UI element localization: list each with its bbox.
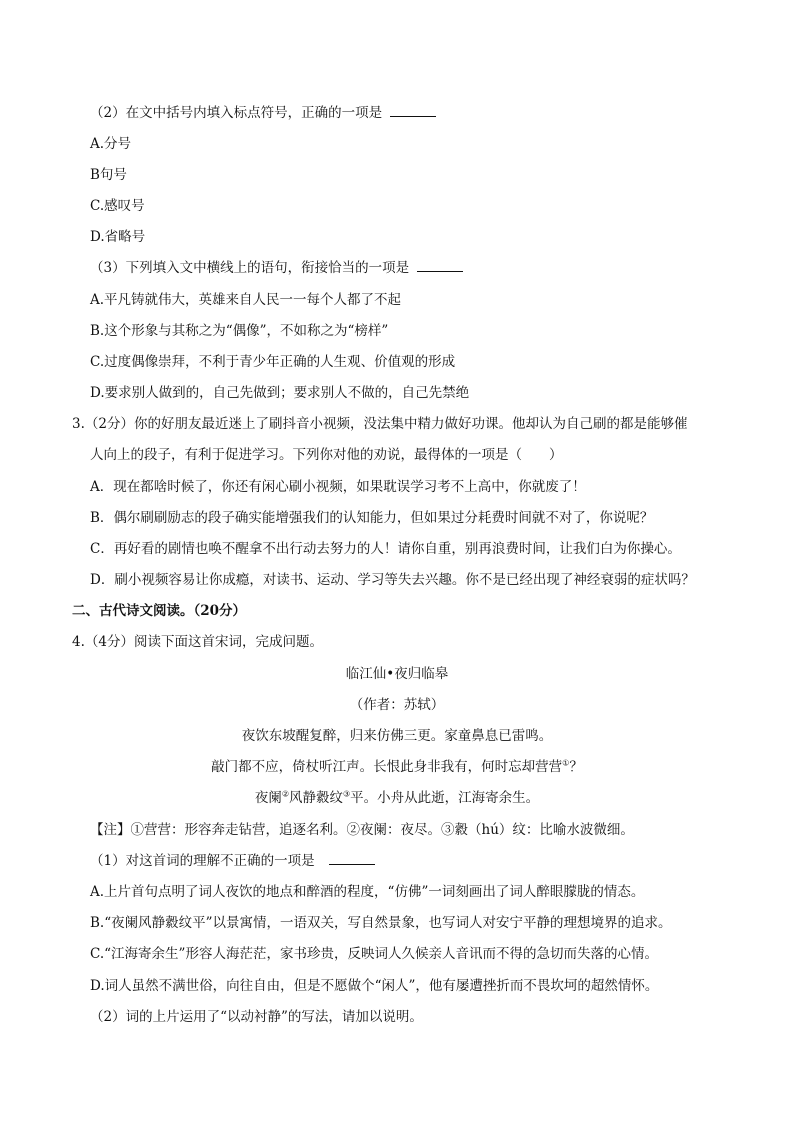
footnote-mark: ②: [281, 789, 289, 799]
option-c: C.“江海寄余生”形容人海茫茫，家书珍贵，反映词人久候亲人音讯而不得的急切而失落的心情。: [90, 946, 658, 962]
question-4-1-prompt: [90, 851, 375, 871]
question-4-intro: 4.（4分）阅读下面这首宋词，完成问题。: [72, 634, 323, 650]
poem-title: 临江仙•夜归临皋: [345, 666, 449, 682]
question-3-line-2: 人向上的段子，有利于促进学习。下列你对他的劝说，最得体的一项是（ ）: [90, 447, 563, 463]
option-d: D．刷小视频容易让你成瘾，对读书、运动、学习等失去兴趣。你不是已经出现了神经衰弱的症状吗？: [90, 572, 695, 588]
option-b: B.“夜阑风静縠纹平”以景寓情，一语双关，写自然景象，也写词人对安宁平静的理想境界的追求。: [90, 915, 672, 931]
question-2-2-prompt: [90, 103, 436, 123]
poem-text: 敲门都不应，倚杖听江声。长恨此身非我有，何时忘却营营: [211, 759, 563, 775]
option-a: A.平凡铸就伟大，英雄来自人民一一每个人都了不起: [90, 292, 402, 308]
prompt-text: （1）对这首词的理解不正确的一项是: [90, 853, 315, 869]
option-c: C．再好看的剧情也唤不醒拿不出行动去努力的人！请你自重，别再浪费时间，让我们白为你操心。: [90, 541, 681, 557]
answer-blank: [390, 104, 436, 117]
option-d: D.要求别人做到的，自己先做到；要求别人不做的，自己先禁绝: [90, 385, 470, 401]
option-d: D.省略号: [90, 229, 146, 245]
question-3-line-1: 3.（2分）你的好朋友最近迷上了刷抖音小视频，没法集中精力做好功课。他却认为自己刷的都是能够催: [72, 416, 688, 432]
answer-blank: [417, 259, 463, 272]
footnote-mark: ③: [343, 789, 351, 799]
footnote-mark: ①: [562, 758, 570, 768]
poem-text: ？: [569, 759, 583, 775]
poem-text: 风静縠纹: [289, 790, 343, 806]
option-a: A．现在都啥时候了，你还有闲心刷小视频，如果耽误学习考不上高中，你就废了！: [90, 479, 586, 495]
option-d: D.词人虽然不满世俗，向往自由，但是不愿做个“闲人”，他有屡遭挫折而不畏坎坷的超然情怀。: [90, 978, 659, 994]
prompt-text: （3）下列填入文中横线上的语句，衔接恰当的一项是: [90, 260, 410, 276]
answer-blank: [329, 852, 375, 865]
option-b: B.这个形象与其称之为“偶像”，不如称之为“榜样”: [90, 323, 389, 339]
section-heading: 二、古代诗文阅读。（20分）: [72, 603, 247, 619]
poem-line-2: [0, 757, 794, 777]
poem-note: 【注】①营营：形容奔走钻营，追逐名利。②夜阑：夜尽。③縠（hú）纹：比喻水波微细。: [90, 822, 634, 838]
option-a: A.上片首句点明了词人夜饮的地点和醉酒的程度，“仿佛”一词刻画出了词人醉眼朦胧的情态。: [90, 884, 645, 900]
poem-line-3: [0, 788, 794, 808]
option-b: B句号: [90, 167, 127, 183]
option-b: B．偶尔刷刷励志的段子确实能增强我们的认知能力，但如果过分耗费时间就不对了，你说呢？: [90, 510, 654, 526]
prompt-text: （2）在文中括号内填入标点符号，正确的一项是: [90, 105, 383, 121]
question-4-2-prompt: （2）词的上片运用了“以动衬静”的写法，请加以说明。: [90, 1009, 423, 1025]
poem-text: 平。小舟从此逝，江海寄余生。: [350, 790, 540, 806]
poem-author: （作者：苏轼）: [349, 697, 445, 713]
option-c: C.过度偶像崇拜，不利于青少年正确的人生观、价值观的形成: [90, 354, 456, 370]
poem-line-1: 夜饮东坡醒复醉，归来仿佛三更。家童鼻息已雷鸣。: [241, 728, 553, 744]
option-a: A.分号: [90, 136, 132, 152]
question-2-3-prompt: [90, 258, 463, 278]
option-c: C.感叹号: [90, 198, 145, 214]
poem-text: 夜阑: [254, 790, 282, 806]
